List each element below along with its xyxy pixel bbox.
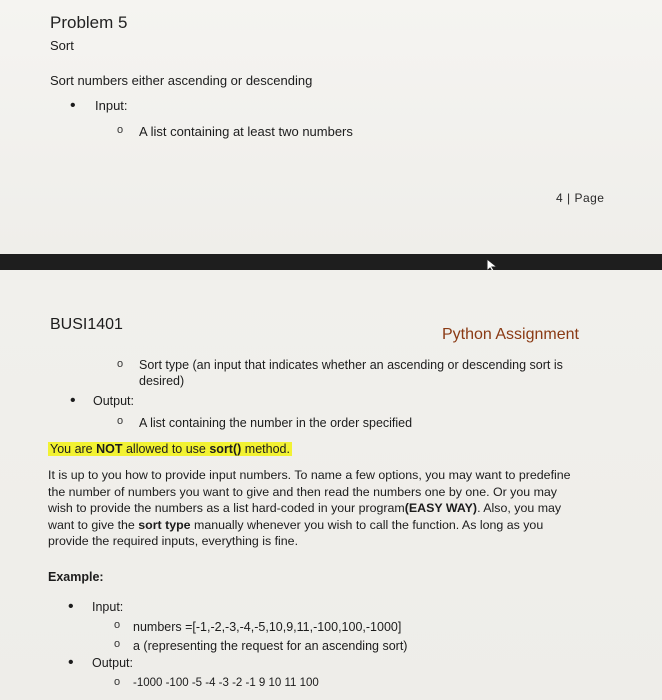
para-line-3 (48, 500, 628, 517)
sort-type-line1: Sort type (an input that indicates whether an ascending or descending sort is (139, 358, 563, 372)
circle-bullet-icon: o (114, 638, 121, 650)
current-page (0, 270, 662, 700)
instructions-paragraph (48, 467, 628, 550)
sort-type-line2: desired) (139, 374, 185, 388)
problem-subtitle: Sort (50, 38, 74, 53)
warning-method: sort() (209, 442, 242, 456)
warning-pre: You are (50, 442, 97, 456)
circle-bullet-icon: o (114, 619, 121, 631)
sort-type-bold: sort type (138, 517, 191, 532)
problem-description: Sort numbers either ascending or descending (50, 73, 313, 88)
para-line-3-post: . Also, you may (477, 501, 562, 515)
para-line-2: the number of numbers you want to give and then read the numbers one by one. Or you may (48, 484, 558, 499)
output-label: Output: (93, 394, 134, 408)
para-line-3-pre: wish to provide the numbers as a list hard-coded in your program (48, 501, 405, 515)
para-line-4-pre: want to give the (48, 517, 139, 532)
bullet-icon: • (70, 392, 76, 409)
warning-bold: NOT (96, 442, 123, 456)
para-line-4 (48, 517, 628, 534)
bullet-icon: • (70, 97, 76, 114)
bullet-icon: • (68, 654, 74, 671)
warning-end: method. (241, 442, 290, 456)
output-item: A list containing the number in the order specified (139, 416, 413, 430)
warning-highlight (48, 442, 292, 456)
circle-bullet-icon: o (114, 676, 121, 688)
para-line-5: provide the required inputs, everything is fine. (48, 534, 299, 548)
example-sort-arg: a (representing the request for an ascending sort) (133, 639, 408, 653)
circle-bullet-icon: o (117, 124, 124, 136)
example-output-value: -1000 -100 -5 -4 -3 -2 -1 9 10 11 100 (133, 677, 319, 689)
course-code: BUSI1401 (50, 316, 123, 333)
circle-bullet-icon: o (117, 415, 124, 427)
problem-title: Problem 5 (50, 13, 128, 32)
assignment-title: Python Assignment (442, 326, 579, 343)
previous-page (0, 0, 662, 255)
easy-way-bold: (EASY WAY) (404, 501, 478, 515)
page-separator (0, 254, 662, 270)
warning-line (48, 442, 292, 456)
input-label: Input: (95, 98, 128, 113)
warning-post: allowed to use (122, 442, 210, 456)
page-number: 4 | Page (556, 191, 605, 205)
example-numbers: numbers =[-1,-2,-3,-4,-5,10,9,11,-100,100,-1000] (133, 620, 402, 634)
circle-bullet-icon: o (117, 358, 124, 370)
para-line-4-post: manually whenever you wish to call the function. As long as you (190, 517, 544, 532)
input-item: A list containing at least two numbers (139, 124, 353, 139)
bullet-icon: • (68, 598, 74, 615)
para-line-1: It is up to you how to provide input numbers. To name a few options, you may want to predefine (48, 468, 571, 482)
example-input-label: Input: (92, 600, 124, 614)
example-label: Example: (48, 570, 104, 584)
example-output-label: Output: (92, 656, 133, 670)
